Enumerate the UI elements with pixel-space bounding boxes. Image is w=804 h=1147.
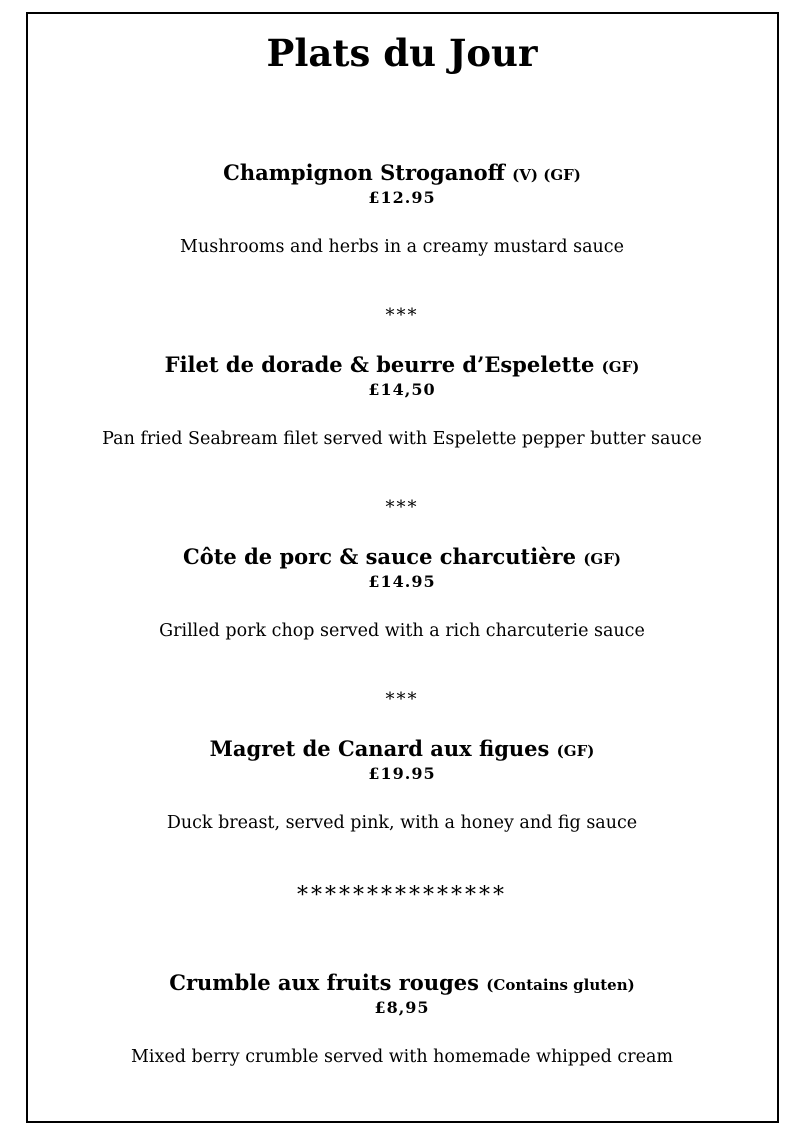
- dish-price: £12.95: [368, 188, 436, 207]
- dish-description: Duck breast, served pink, with a honey and fig sauce: [166, 813, 638, 833]
- dietary-tag: (GF): [583, 550, 621, 568]
- dessert-separator: ***************: [297, 883, 507, 908]
- dietary-tag: (GF): [556, 742, 595, 760]
- dessert-price: £8,95: [374, 998, 430, 1017]
- allergen-tag: (Contains gluten): [486, 976, 635, 994]
- dish-price: £19.95: [368, 764, 436, 783]
- dessert-description: Mixed berry crumble served with homemade whipped cream: [131, 1047, 673, 1067]
- dessert-name-line: [0, 970, 804, 998]
- dish-name: Côte de porc & sauce charcutière: [183, 544, 576, 569]
- dish-description: Mushrooms and herbs in a creamy mustard sauce: [180, 237, 624, 257]
- menu-title: Plats du Jour: [266, 31, 538, 75]
- dessert-name: Crumble aux fruits rouges: [169, 970, 479, 995]
- separator: ***: [385, 689, 419, 710]
- dish-item: [0, 160, 804, 258]
- dish-name: Filet de dorade & beurre d’Espelette: [164, 352, 595, 377]
- dish-item: [0, 352, 804, 450]
- dish-name-line: [0, 352, 804, 380]
- dish-name: Magret de Canard aux figues: [209, 736, 550, 761]
- dish-description: Pan fried Seabream filet served with Espelette pepper butter sauce: [102, 429, 702, 449]
- dish-name-line: [0, 544, 804, 572]
- dish-price: £14.95: [368, 572, 436, 591]
- dish-item: [0, 544, 804, 642]
- dish-name: Champignon Stroganoff: [223, 160, 505, 185]
- separator: ***: [385, 305, 419, 326]
- separator: ***: [385, 497, 419, 518]
- dish-name-line: [0, 736, 804, 764]
- dish-item: [0, 736, 804, 834]
- dish-name-line: [0, 160, 804, 188]
- dietary-tag: (GF): [601, 358, 640, 376]
- dish-description: Grilled pork chop served with a rich charcuterie sauce: [159, 621, 645, 641]
- dessert-item: [0, 970, 804, 1068]
- dietary-tag: (V) (GF): [512, 166, 581, 184]
- dish-price: £14,50: [368, 380, 436, 399]
